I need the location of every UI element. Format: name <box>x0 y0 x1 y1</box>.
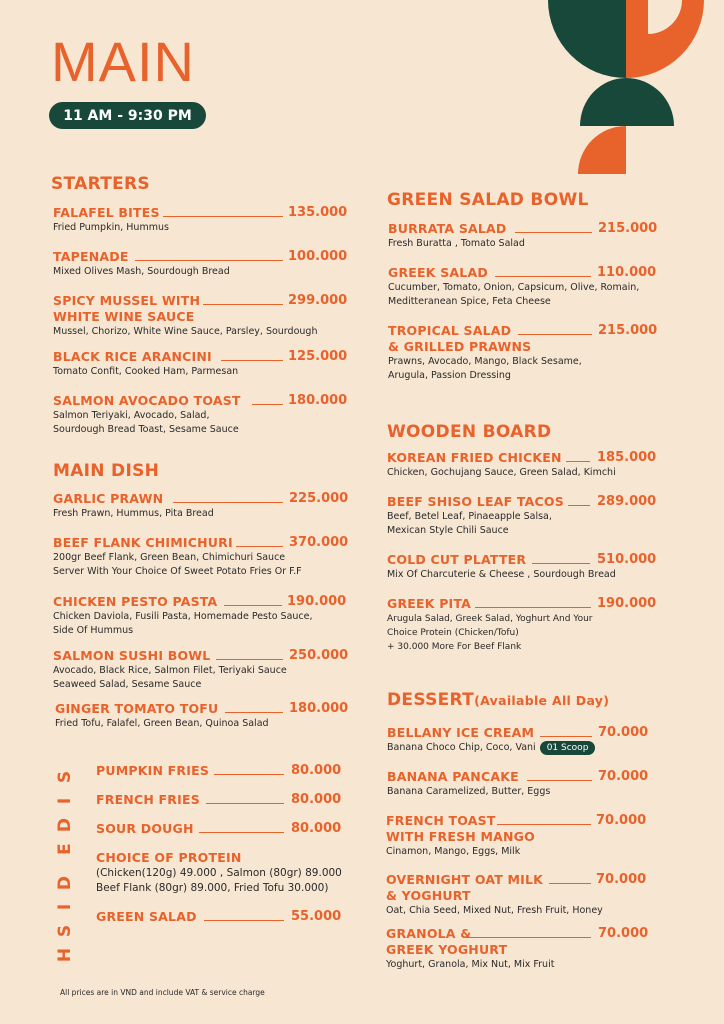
item-price: 250.000 <box>289 648 349 663</box>
item-price: 70.000 <box>598 926 649 941</box>
item-price: 190.000 <box>597 596 657 611</box>
leader-line <box>527 780 592 781</box>
item-price: 80.000 <box>291 792 342 807</box>
item-description: Avocado, Black Rice, Salmon Filet, Teriyaki Sauce <box>53 665 287 676</box>
scoop-badge: 01 Scoop <box>540 741 596 755</box>
menu-item <box>96 821 194 837</box>
item-name-line-2: & GRILLED PRAWNS <box>388 339 532 354</box>
menu-item <box>53 594 313 638</box>
item-description: Banana Caramelized, Butter, Eggs <box>387 786 551 797</box>
dessert-title: DESSERT <box>387 690 475 710</box>
item-price: 135.000 <box>288 205 348 220</box>
menu-item <box>387 494 564 538</box>
item-price: 180.000 <box>288 393 348 408</box>
menu-item <box>96 763 209 779</box>
menu-item <box>387 769 550 799</box>
item-description: Chicken Daviola, Fusili Pasta, Homemade Pesto Sauce, <box>53 611 313 622</box>
section-title-green-salad-bowl: GREEN SALAD BOWL <box>387 190 589 210</box>
item-name: BURRATA SALAD <box>388 221 507 236</box>
section-title-wooden-board: WOODEN BOARD <box>387 422 552 442</box>
item-description: Oat, Chia Seed, Mixed Nut, Fresh Fruit, Honey <box>386 905 603 916</box>
leader-line <box>497 824 591 825</box>
item-name-line-2: WHITE WINE SAUCE <box>53 309 195 324</box>
section-title-side-dish: S I D E D I S H <box>55 770 75 963</box>
item-price: 289.000 <box>597 494 657 509</box>
item-name: PUMPKIN FRIES <box>96 763 210 778</box>
item-price: 100.000 <box>288 249 348 264</box>
item-description-line-2: Choice Protein (Chicken/Tofu) <box>387 628 519 638</box>
item-name: TROPICAL SALAD <box>388 323 512 338</box>
item-description-line-2: Server With Your Choice Of Sweet Potato Fries Or F.F <box>53 566 302 577</box>
item-description: Mussel, Chorizo, White Wine Sauce, Parsley, Sourdough <box>53 326 318 337</box>
item-description: Fresh Buratta , Tomato Salad <box>388 238 525 249</box>
item-name: BEEF SHISO LEAF TACOS <box>387 494 564 509</box>
item-name: GARLIC PRAWN <box>53 491 164 506</box>
footer-note: All prices are in VND and include VAT & service charge <box>60 988 265 997</box>
item-name: BLACK RICE ARANCINI <box>53 349 212 364</box>
item-name: SALMON SUSHI BOWL <box>53 648 211 663</box>
item-description-line-2: Beef Flank (80gr) 89.000, Fried Tofu 30.000) <box>96 882 329 894</box>
menu-item <box>387 596 593 654</box>
page-title: MAIN <box>51 30 195 93</box>
item-description: Fried Tofu, Falafel, Green Bean, Quinoa Salad <box>55 718 269 729</box>
leader-line <box>221 360 283 361</box>
item-price: 215.000 <box>598 323 658 338</box>
leader-line <box>214 774 284 775</box>
item-description: Tomato Confit, Cooked Ham, Parmesan <box>53 366 239 377</box>
leader-line <box>568 505 590 506</box>
leader-line <box>475 607 591 608</box>
leader-line <box>495 276 591 277</box>
menu-item <box>53 535 302 579</box>
item-price: 190.000 <box>287 594 347 609</box>
leader-line <box>163 216 283 217</box>
section-title-starters: STARTERS <box>51 174 150 194</box>
item-price: 80.000 <box>291 763 342 778</box>
item-name: BELLANY ICE CREAM <box>387 725 535 740</box>
menu-item <box>53 205 169 235</box>
menu-item <box>96 850 342 896</box>
item-description-line-2: Side Of Hummus <box>53 625 134 636</box>
menu-item <box>96 909 197 925</box>
item-name: TAPENADE <box>53 249 129 264</box>
item-name: BANANA PANCAKE <box>387 769 519 784</box>
menu-item <box>55 701 269 731</box>
leader-line <box>566 461 590 462</box>
menu-item <box>53 491 214 521</box>
item-price: 70.000 <box>596 813 647 828</box>
section-title-dessert <box>387 690 609 710</box>
item-price: 70.000 <box>596 872 647 887</box>
item-description: Fresh Prawn, Hummus, Pita Bread <box>53 508 214 519</box>
section-title-main-dish: MAIN DISH <box>53 461 160 481</box>
item-price: 185.000 <box>597 450 657 465</box>
item-name: GREEN SALAD <box>96 909 197 924</box>
item-name: CHOICE OF PROTEIN <box>96 850 242 865</box>
leader-line <box>236 546 283 547</box>
menu-item <box>53 648 287 692</box>
menu-item <box>53 293 317 339</box>
item-price: 370.000 <box>289 535 349 550</box>
menu-item <box>386 813 535 859</box>
menu-item <box>386 872 603 918</box>
item-name: FRENCH TOAST <box>386 813 496 828</box>
item-name: COLD CUT PLATTER <box>387 552 527 567</box>
item-description: Salmon Teriyaki, Avocado, Salad, <box>53 410 210 421</box>
item-description: Cinamon, Mango, Eggs, Milk <box>386 846 521 857</box>
item-description: Mix Of Charcuterie & Cheese , Sourdough Bread <box>387 569 616 580</box>
item-description-line-2: Meditteranean Spice, Feta Cheese <box>388 296 551 307</box>
item-name: SPICY MUSSEL WITH <box>53 293 201 308</box>
item-price: 125.000 <box>288 349 348 364</box>
menu-item <box>53 393 241 437</box>
menu-item <box>96 792 200 808</box>
item-price: 215.000 <box>598 221 658 236</box>
item-price: 510.000 <box>597 552 657 567</box>
item-description-line-2: Mexican Style Chili Sauce <box>387 525 509 536</box>
item-description-line-2: Arugula, Passion Dressing <box>388 370 511 381</box>
leader-line <box>518 334 592 335</box>
leader-line <box>540 736 592 737</box>
menu-item <box>386 926 554 972</box>
leader-line <box>216 659 283 660</box>
menu-item <box>387 552 616 582</box>
item-description: Mixed Olives Mash, Sourdough Bread <box>53 266 230 277</box>
item-name-line-2: & YOGHURT <box>386 888 471 903</box>
leader-line <box>203 304 283 305</box>
leader-line <box>225 712 283 713</box>
leader-line <box>206 803 284 804</box>
item-description-line-2: Seaweed Salad, Sesame Sauce <box>53 679 202 690</box>
leader-line <box>135 260 283 261</box>
item-description: Yoghurt, Granola, Mix Nut, Mix Fruit <box>386 959 555 970</box>
item-name-line-2: WITH FRESH MANGO <box>386 829 535 844</box>
item-name: FRENCH FRIES <box>96 792 200 807</box>
menu-item <box>387 450 616 480</box>
item-description: (Chicken(120g) 49.000 , Salmon (80gr) 89.000 <box>96 867 342 879</box>
item-description: Beef, Betel Leaf, Pinaeapple Salsa, <box>387 511 552 522</box>
item-price: 70.000 <box>598 725 649 740</box>
item-name: SOUR DOUGH <box>96 821 194 836</box>
item-price: 80.000 <box>291 821 342 836</box>
item-description-line-2: Sourdough Bread Toast, Sesame Sauce <box>53 424 239 435</box>
item-description: Chicken, Gochujang Sauce, Green Salad, Kimchi <box>387 467 616 478</box>
leader-line <box>199 832 284 833</box>
leader-line <box>204 920 284 921</box>
leader-line <box>224 605 282 606</box>
item-description: Prawns, Avocado, Mango, Black Sesame, <box>388 356 582 367</box>
menu-item <box>387 725 595 755</box>
menu-item <box>388 221 525 251</box>
item-price: 299.000 <box>288 293 348 308</box>
item-price: 70.000 <box>598 769 649 784</box>
item-description: Fried Pumpkin, Hummus <box>53 222 169 233</box>
item-price: 110.000 <box>597 265 657 280</box>
geometric-decoration-icon <box>548 0 724 176</box>
item-price: 55.000 <box>291 909 342 924</box>
item-name: KOREAN FRIED CHICKEN <box>387 450 562 465</box>
item-name: GREEK PITA <box>387 596 472 611</box>
menu-item <box>388 323 582 383</box>
item-description: Banana Choco Chip, Coco, Vani <box>387 742 536 753</box>
leader-line <box>252 404 283 405</box>
item-name: GRANOLA & <box>386 926 472 941</box>
item-price: 225.000 <box>289 491 349 506</box>
item-description: Cucumber, Tomato, Onion, Capsicum, Olive, Romain, <box>388 282 640 293</box>
item-name: FALAFEL BITES <box>53 205 160 220</box>
item-name: SALMON AVOCADO TOAST <box>53 393 241 408</box>
opening-hours-badge: 11 AM - 9:30 PM <box>49 102 206 129</box>
item-description: Arugula Salad, Greek Salad, Yoghurt And Your <box>387 614 593 624</box>
leader-line <box>515 232 592 233</box>
item-name: BEEF FLANK CHIMICHURI <box>53 535 233 550</box>
item-name: GINGER TOMATO TOFU <box>55 701 219 716</box>
item-name: OVERNIGHT OAT MILK <box>386 872 544 887</box>
item-name: GREEK SALAD <box>388 265 488 280</box>
menu-item <box>53 249 230 279</box>
leader-line <box>549 883 591 884</box>
item-price: 180.000 <box>289 701 349 716</box>
item-description-line-3: + 30.000 More For Beef Flank <box>387 642 522 652</box>
leader-line <box>532 563 590 564</box>
leader-line <box>173 502 283 503</box>
dessert-subtitle: (Available All Day) <box>474 693 610 708</box>
leader-line <box>464 937 591 938</box>
item-name-line-2: GREEK YOGHURT <box>386 942 508 957</box>
item-name: CHICKEN PESTO PASTA <box>53 594 218 609</box>
menu-item <box>53 349 238 379</box>
item-description: 200gr Beef Flank, Green Bean, Chimichuri Sauce <box>53 552 286 563</box>
